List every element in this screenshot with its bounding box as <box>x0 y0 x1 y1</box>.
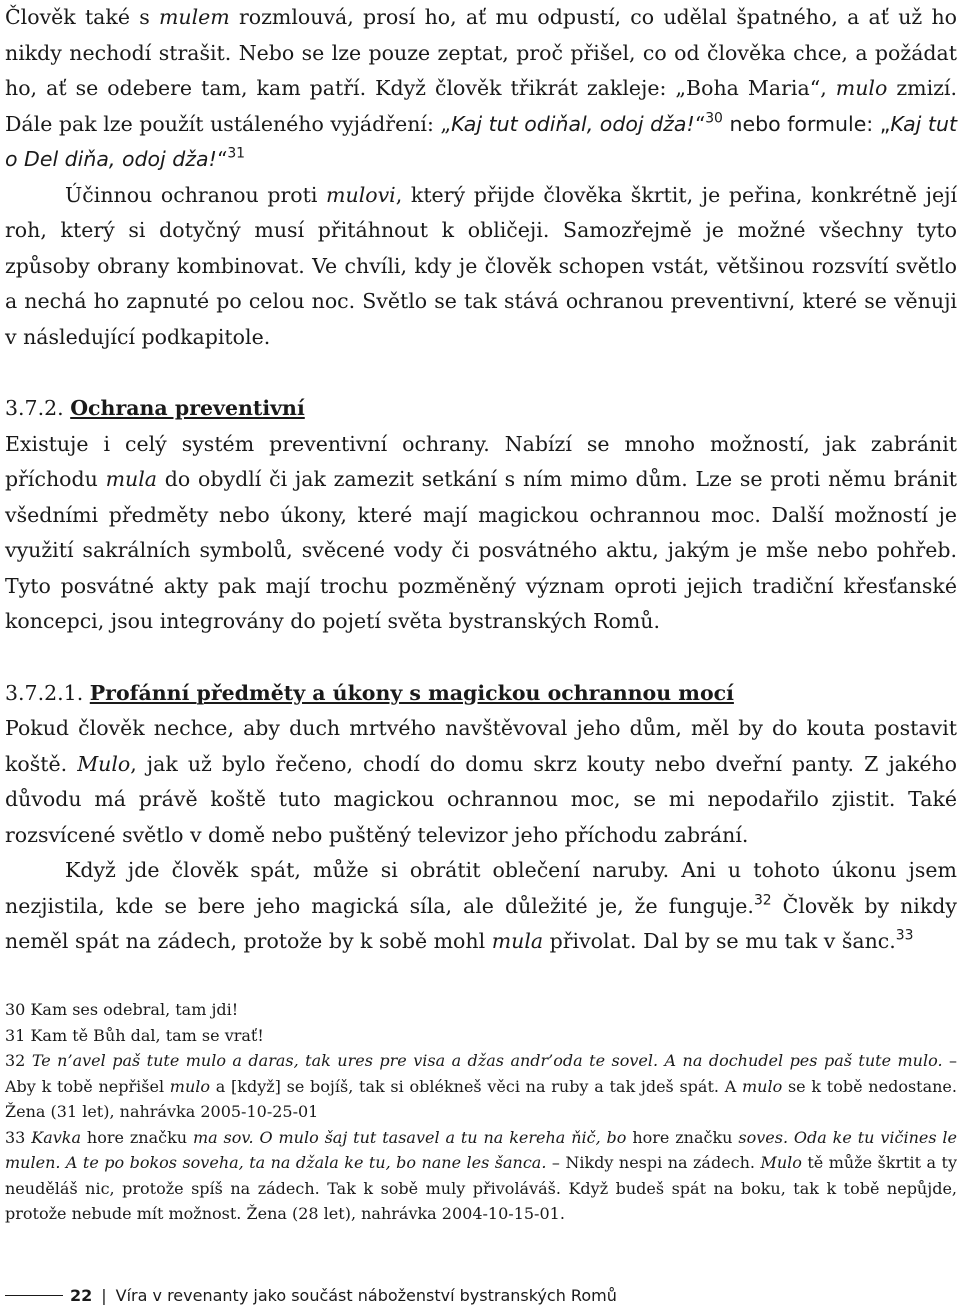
footnotes <box>5 997 957 1227</box>
text-run: “ <box>694 111 706 136</box>
paragraph-3 <box>5 427 957 640</box>
spacer <box>5 640 957 676</box>
text-run: Když jde člověk spát, může si obrátit oblečení naruby. Ani u tohoto úkonu jsem nezjistila, kde se bere jeho magická síla, ale důležité je, že funguje. <box>5 858 957 918</box>
paragraph-4 <box>5 711 957 853</box>
romani-quote: Te n’avel paš tute mulo a daras, tak ures pre visa a džas andr’oda te sovel. A na dochudel pes paš tute mulo. <box>31 1051 943 1070</box>
paragraph-2 <box>5 178 957 356</box>
text-run: Účinnou ochranou proti <box>65 182 327 207</box>
italic-term: mula <box>491 929 544 953</box>
text-run: přivolat. Dal by se mu tak v šanc. <box>543 929 896 953</box>
main-text <box>5 0 957 960</box>
footnote-ref-32[interactable]: 32 <box>753 892 772 909</box>
italic-term: mula <box>105 467 158 491</box>
footer-separator: | <box>101 1285 107 1305</box>
text-run: zmizí. Dále pak lze použít ustáleného vyjádření: „ <box>5 76 958 136</box>
text-run: hore značku <box>626 1127 739 1147</box>
text-run: Existuje i celý systém preventivní ochrany. Nabízí se mnoho možností, jak zabránit příchodu <box>5 431 957 491</box>
running-title: Víra v revenanty jako součást náboženství bystranských Romů <box>115 1285 617 1305</box>
spacer <box>5 355 957 391</box>
paragraph-1 <box>5 0 957 178</box>
footnote-32 <box>5 1048 957 1125</box>
italic-term: Kavka <box>31 1127 82 1147</box>
text-run: Člověk by nikdy neměl spát na zádech, protože by k sobě mohl <box>5 893 957 953</box>
text-run: se k tobě nedostane. Žena (31 let), nahrávka 2005-10-25-01 <box>5 1076 957 1121</box>
footnote-ref-31[interactable]: 31 <box>227 145 246 162</box>
text-run: , který přijde člověka škrtit, je peřina, konkrétně její roh, který si dotyčný musí přitáhnout k obličeji. Samozřejmě je možné všechny tyto způsoby obrany kombinovat. Ve chvíli, kdy je člověk schopen vstát, většinou rozsvítí světlo a nechá ho zapnuté po celou noc. Světlo se tak stává ochranou preventivní, které se věnuji v následující podkapitole. <box>5 182 957 349</box>
section-number: 3.7.2. <box>5 396 71 420</box>
section-heading-3-7-2-1 <box>5 676 957 712</box>
romani-phrase: Kaj tut odiňal, odoj dža! <box>451 111 695 136</box>
text-run: a [když] se bojíš, tak si oblékneš věci na ruby a tak jdeš spát. A <box>210 1076 742 1096</box>
footnote-30: 30 Kam ses odebral, tam jdi! <box>5 1000 239 1019</box>
text-run: Pokud člověk nechce, aby duch mrtvého navštěvoval jeho dům, měl by do kouta postavit koště. <box>5 716 957 776</box>
paragraph-5 <box>5 853 957 960</box>
italic-term: mulo <box>835 76 888 100</box>
romani-quote: soves. Oda ke tu vičines le mulen. A te po bokos soveha, ta na džala ke tu, bo nane les šanca. <box>5 1127 958 1172</box>
text-run: tě může škrtit a ty neuděláš nic, protože spíš na zádech. Tak k sobě muly přivoláváš. Když budeš spát na boku, tak k tobě nepůjde, protože nebude mít možnost. Žena (28 let), nahrávka 2004-10-15-01. <box>5 1153 958 1223</box>
text-run: – Aby k tobě nepřišel <box>5 1051 957 1096</box>
footnote-33 <box>5 1125 957 1227</box>
romani-quote: ma sov. O mulo šaj tut tasavel a tu na kereha ňič, bo <box>192 1127 627 1147</box>
text-run: do obydlí či jak zamezit setkání s ním mimo dům. Lze se proti němu bránit všedními předměty nebo úkony, které mají magickou ochrannou moc. Další možností je využití sakrálních symbolů, svěcené vody či posvátného aktu, jakým je mše nebo pohřeb. Tyto posvátné akty pak mají trochu pozměněný význam oproti jejich tradiční křesťanské koncepci, jsou integrovány do pojetí světa bystranských Romů. <box>5 467 957 633</box>
footnote-ref-30[interactable]: 30 <box>705 110 723 127</box>
romani-phrase: Kaj tut o Del diňa, odoj dža! <box>5 111 958 171</box>
footer-rule <box>5 1295 63 1296</box>
footnote-number: 32 <box>5 1051 32 1070</box>
italic-term: mulo <box>169 1076 211 1096</box>
italic-term: mulo <box>742 1076 783 1096</box>
page-number: 22 <box>70 1285 93 1305</box>
italic-term: Mulo <box>77 751 131 776</box>
section-title: Ochrana preventivní <box>70 396 305 420</box>
text-run: rozmlouvá, prosí ho, ať mu odpustí, co udělal špatného, a ať už ho nikdy nechodí strašit. Nebo se lze pouze zeptat, proč přišel, co od člověka chce, a požádat ho, ať se odebere tam, kam patří. Když člověk třikrát zakleje: „Boha Maria“, <box>5 5 957 100</box>
footnote-ref-33[interactable]: 33 <box>895 927 914 944</box>
page-footer <box>5 1283 957 1307</box>
text-run: Člověk také s <box>5 5 159 29</box>
text-run: , jak už bylo řečeno, chodí do domu skrz kouty nebo dveřní panty. Z jakého důvodu má právě koště tuto magickou ochrannou moc, se mi nepodařilo zjistit. Také rozsvícené světlo v domě nebo puštěný televizor jeho příchodu zabrání. <box>5 751 958 847</box>
italic-term: mulem <box>158 5 230 29</box>
text-run: nebo formule: „ <box>722 111 891 136</box>
section-heading-3-7-2 <box>5 391 957 427</box>
text-run: – Nikdy nespi na zádech. <box>546 1153 761 1172</box>
footnote-31: 31 Kam tě Bůh dal, tam se vrať! <box>5 1025 264 1045</box>
footnote-number: 33 <box>5 1127 32 1147</box>
section-number: 3.7.2.1. <box>5 680 90 705</box>
italic-term: Mulo <box>760 1153 802 1172</box>
section-title: Profánní předměty a úkony s magickou ochrannou mocí <box>89 680 734 705</box>
italic-term: mulovi <box>326 182 396 207</box>
text-run: hore značku <box>81 1127 193 1147</box>
text-run: “ <box>216 147 228 171</box>
